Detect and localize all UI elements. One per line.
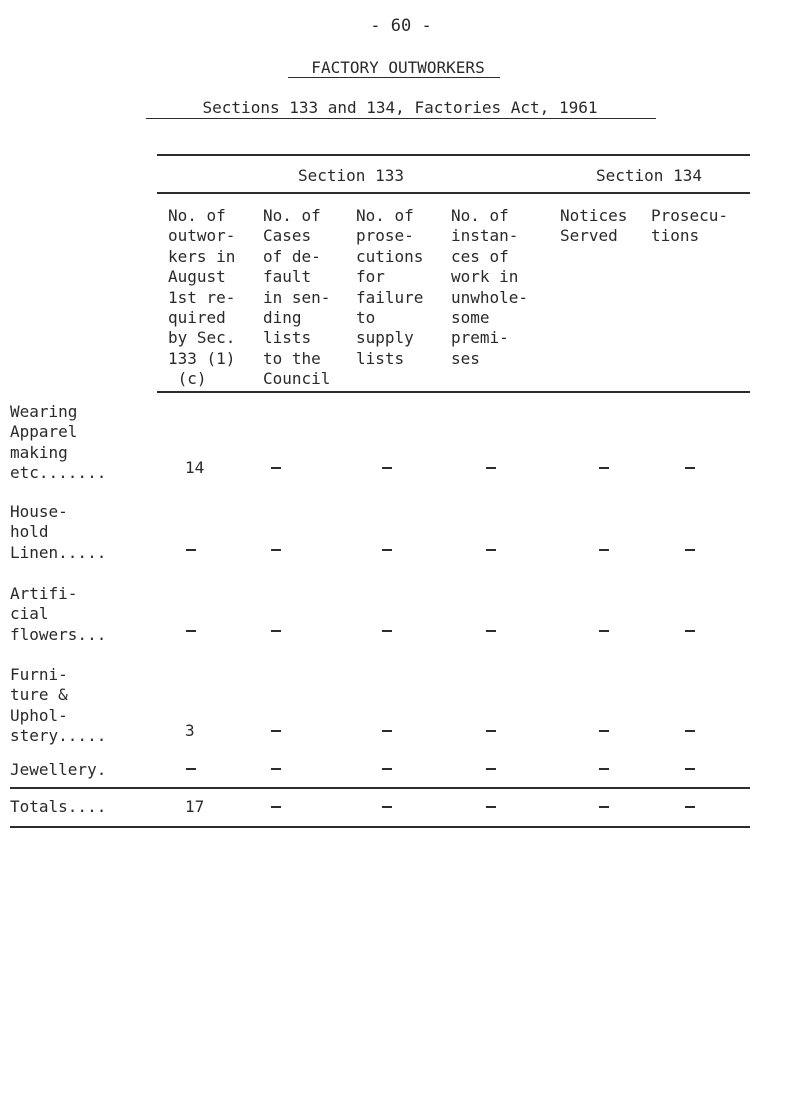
nil-dash (382, 730, 392, 732)
totals-label: Totals.... (10, 797, 107, 816)
column-header-notices-served: Notices Served (560, 206, 628, 246)
nil-dash (382, 806, 392, 808)
totals-cell: 17 (185, 797, 205, 816)
row-label: Furni- ture & Uphol- stery..... (10, 665, 107, 746)
nil-dash (685, 467, 695, 469)
nil-dash (486, 467, 496, 469)
nil-dash (382, 630, 392, 632)
nil-dash (186, 630, 196, 632)
group-header-rule (157, 192, 750, 194)
nil-dash (599, 768, 609, 770)
column-header-prosecutions: No. of prose- cutions for failure to supply lists (356, 206, 424, 368)
nil-dash (685, 768, 695, 770)
page-title: FACTORY OUTWORKERS (311, 58, 485, 77)
nil-dash (685, 630, 695, 632)
column-header-outworkers: No. of outwor- kers in August 1st re- quired by Sec. 133 (1) (c) (168, 206, 236, 389)
nil-dash (685, 806, 695, 808)
nil-dash (271, 549, 281, 551)
table-bottom-rule (10, 826, 750, 828)
nil-dash (486, 630, 496, 632)
nil-dash (486, 768, 496, 770)
row-label: House- hold Linen..... (10, 502, 107, 562)
nil-dash (382, 467, 392, 469)
nil-dash (599, 630, 609, 632)
nil-dash (486, 549, 496, 551)
totals-top-rule (10, 787, 750, 789)
nil-dash (599, 467, 609, 469)
nil-dash (599, 549, 609, 551)
nil-dash (599, 730, 609, 732)
header-bottom-rule (157, 391, 750, 393)
table-cell: 3 (185, 721, 195, 740)
table-top-rule (157, 154, 750, 156)
group-header-section-133: Section 133 (298, 166, 404, 185)
column-header-unwholesome-premises: No. of instan- ces of work in unwhole- some premi- ses (451, 206, 529, 368)
nil-dash (685, 730, 695, 732)
table-cell: 14 (185, 458, 205, 477)
nil-dash (382, 768, 392, 770)
page-subtitle: Sections 133 and 134, Factories Act, 1961 (202, 98, 598, 117)
row-label: Wearing Apparel making etc....... (10, 402, 107, 483)
nil-dash (186, 549, 196, 551)
nil-dash (486, 730, 496, 732)
row-label: Jewellery. (10, 760, 107, 779)
nil-dash (271, 806, 281, 808)
page-number: - 60 - (370, 16, 432, 36)
nil-dash (599, 806, 609, 808)
row-label: Artifi- cial flowers... (10, 584, 107, 644)
nil-dash (271, 730, 281, 732)
nil-dash (271, 768, 281, 770)
group-header-section-134: Section 134 (596, 166, 702, 185)
nil-dash (486, 806, 496, 808)
nil-dash (382, 549, 392, 551)
nil-dash (271, 467, 281, 469)
nil-dash (271, 630, 281, 632)
subtitle-underline (146, 118, 656, 119)
column-header-prosecutions-134: Prosecu- tions (651, 206, 729, 246)
nil-dash (685, 549, 695, 551)
nil-dash (186, 768, 196, 770)
column-header-cases-of-default: No. of Cases of de- fault in sen- ding lists to the Council (263, 206, 331, 389)
title-underline (288, 77, 500, 78)
